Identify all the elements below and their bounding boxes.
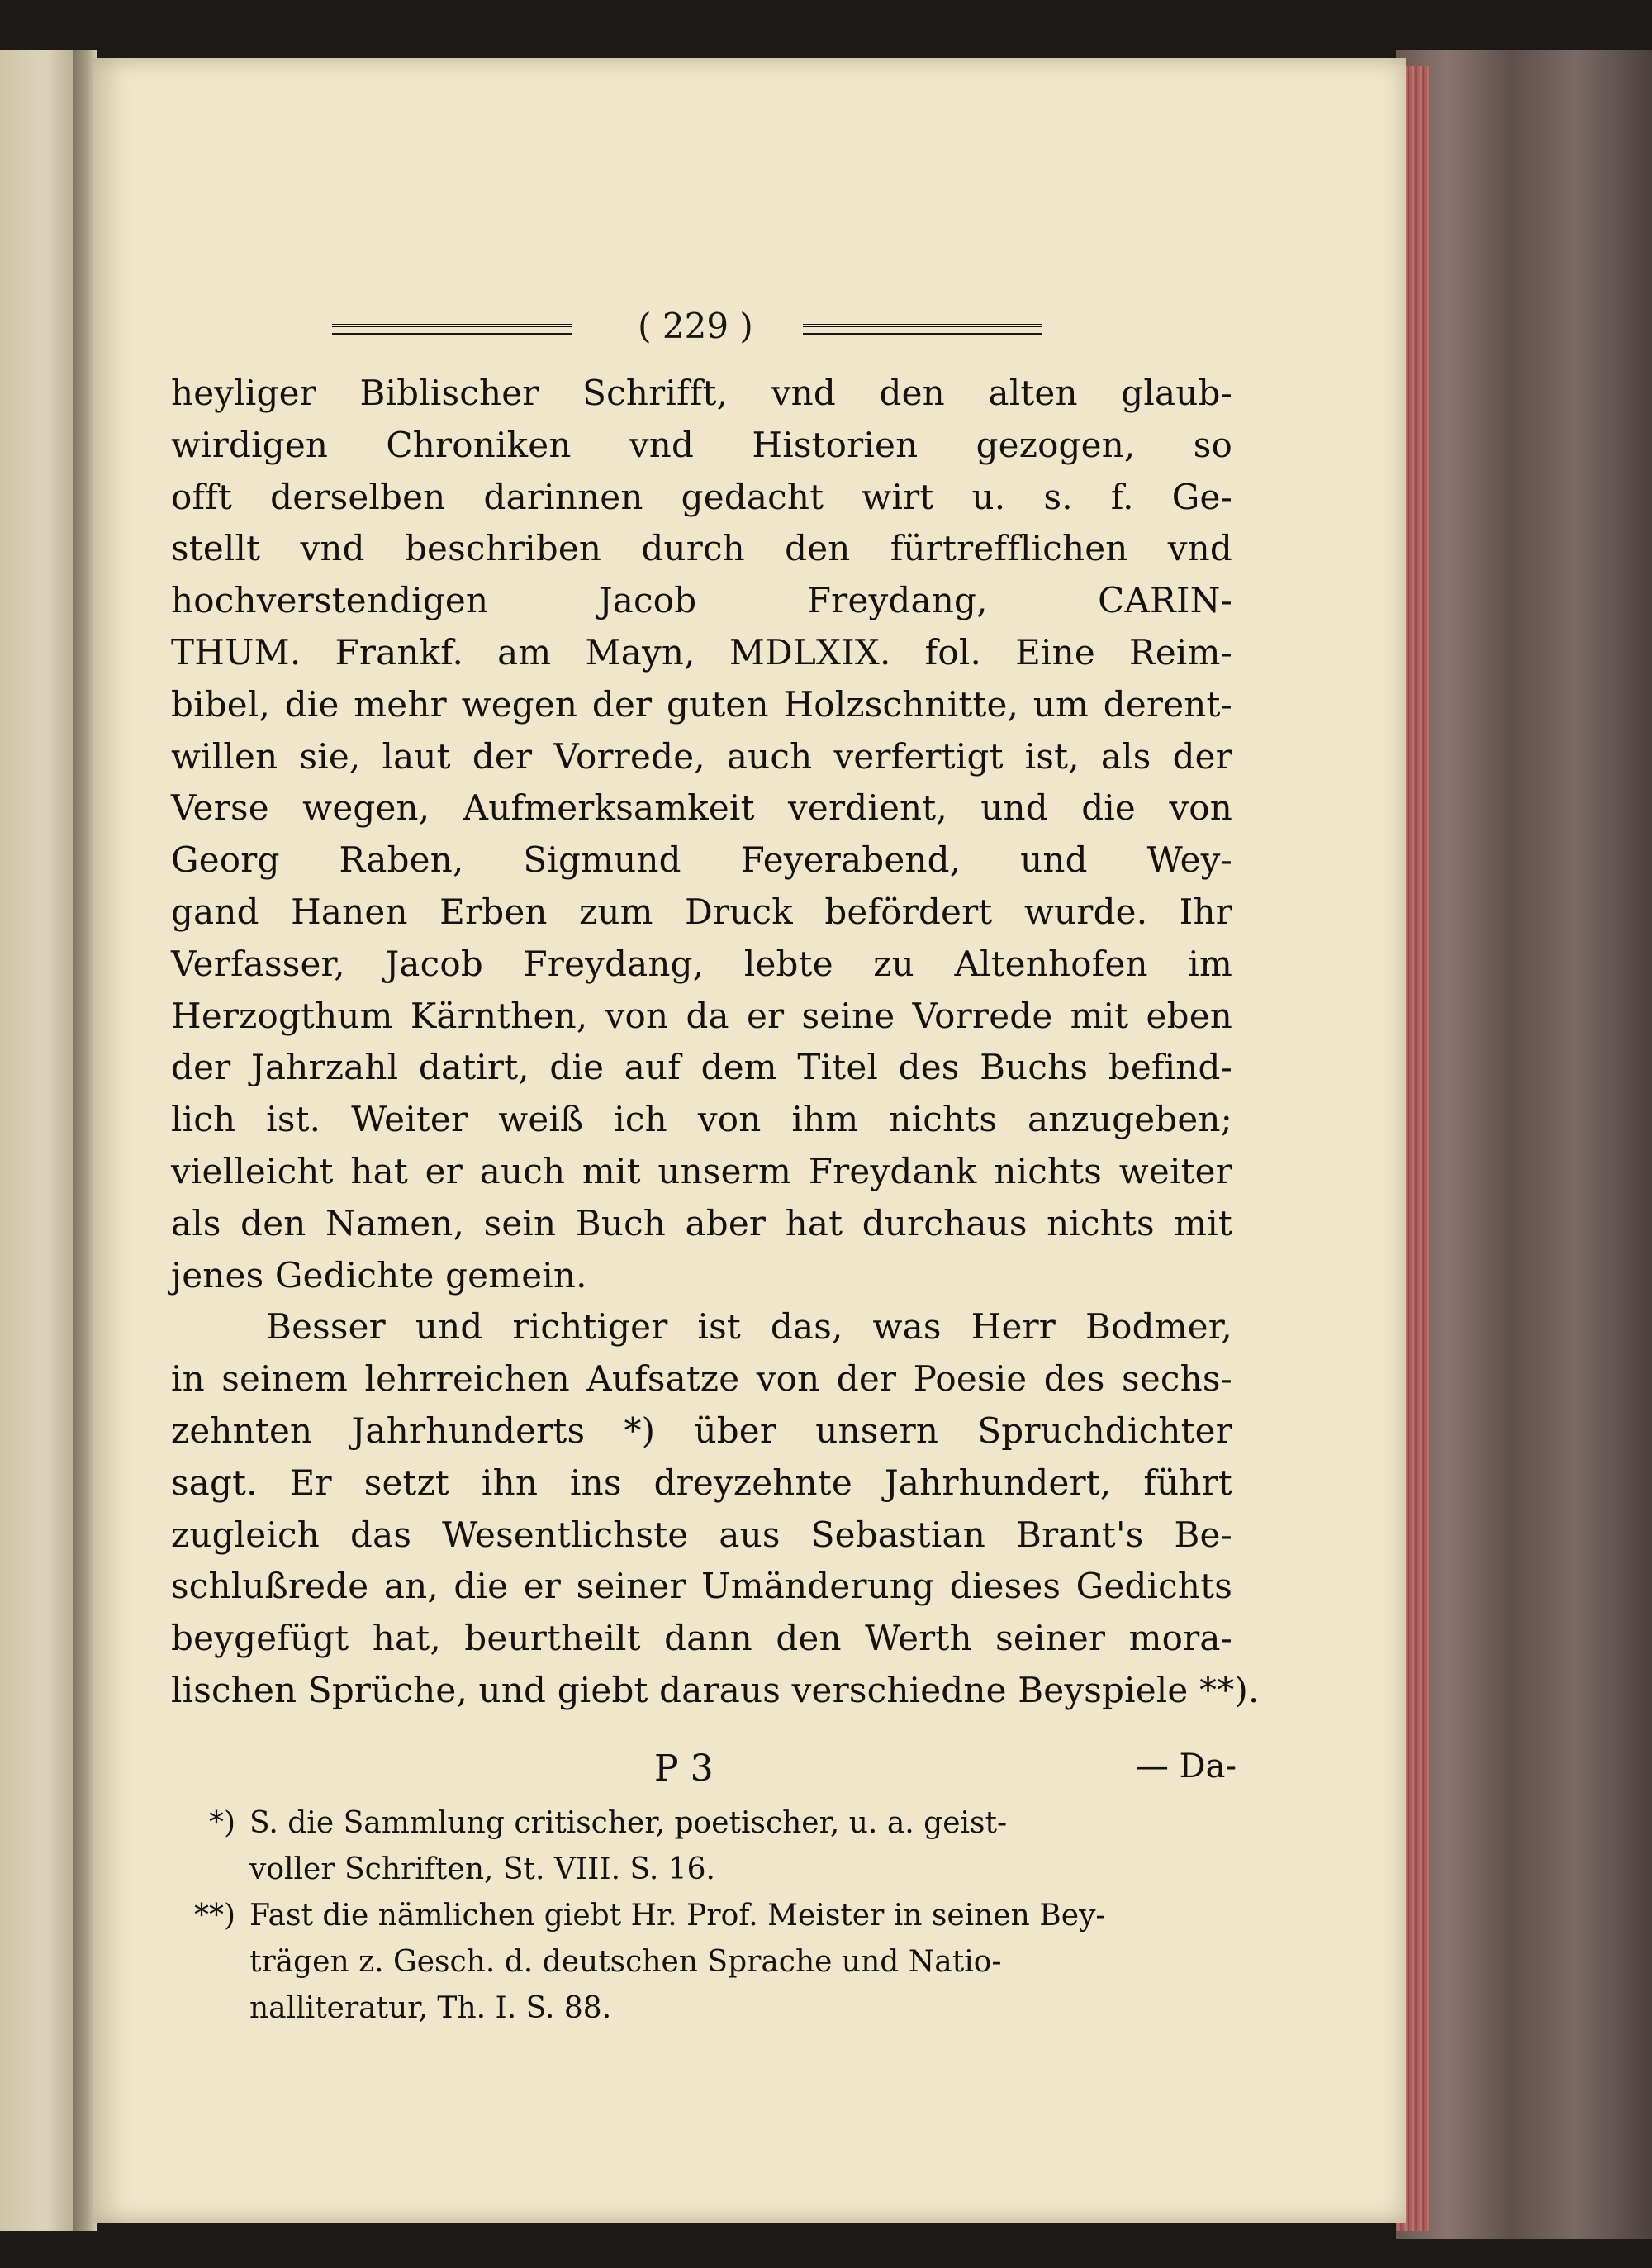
footnote-line bbox=[171, 1847, 1245, 1894]
text-line: bibel, die mehr wegen der guten Holzschnitte, um derent- bbox=[171, 683, 1232, 725]
book-cover bbox=[1396, 50, 1652, 2239]
footnote-line bbox=[171, 1940, 1245, 1986]
text-line: Georg Raben, Sigmund Feyerabend, und Wey- bbox=[171, 839, 1232, 881]
footnote-line bbox=[171, 1801, 1245, 1847]
text-line: beygefügt hat, beurtheilt dann den Werth seiner mora- bbox=[171, 1618, 1232, 1659]
page-header bbox=[93, 306, 1406, 355]
text-line: offt derselben darinnen gedacht wirt u. s. f. Ge- bbox=[171, 476, 1232, 517]
text-line: in seinem lehrreichen Aufsatze von der Poesie des sechs- bbox=[171, 1358, 1232, 1400]
footnote-text: Fast die nämlichen giebt Hr. Prof. Meister in seinen Bey- bbox=[249, 1899, 1106, 1933]
body-text bbox=[171, 368, 1260, 1717]
text-line: sagt. Er setzt ihn ins dreyzehnte Jahrhundert, führt bbox=[171, 1462, 1232, 1503]
footnote-text: nalliteratur, Th. I. S. 88. bbox=[249, 1991, 612, 2025]
page-footer bbox=[93, 1747, 1406, 1797]
text-line: stellt vnd beschriben durch den fürtrefflichen vnd bbox=[171, 528, 1232, 569]
footnote-line bbox=[171, 1986, 1245, 2033]
text-line: gand Hanen Erben zum Druck befördert wurde. Ihr bbox=[171, 891, 1232, 932]
text-line: schlußrede an, die er seiner Umänderung dieses Gedichts bbox=[171, 1566, 1232, 1607]
text-line: lich ist. Weiter weiß ich von ihm nichts anzugeben; bbox=[171, 1099, 1232, 1140]
header-rule-right bbox=[803, 324, 1042, 335]
text-line: THUM. Frankf. am Mayn, MDLXIX. fol. Eine Reim- bbox=[171, 631, 1232, 673]
text-line: Verse wegen, Aufmerksamkeit verdient, und die von bbox=[171, 787, 1232, 829]
header-rule-left bbox=[332, 324, 572, 335]
page-number: ( 229 ) bbox=[638, 306, 753, 346]
text-line: heyliger Biblischer Schrifft, vnd den alten glaub- bbox=[171, 373, 1232, 413]
text-line: Besser und richtiger ist das, was Herr Bodmer, bbox=[266, 1306, 1232, 1348]
facing-page-edge bbox=[0, 50, 76, 2231]
footnote-mark: **) bbox=[193, 1899, 235, 1933]
book-page bbox=[93, 58, 1406, 2223]
text-line: vielleicht hat er auch mit unserm Freydank nichts weiter bbox=[171, 1150, 1232, 1191]
footnote-text: trägen z. Gesch. d. deutschen Sprache und Natio- bbox=[249, 1945, 1002, 1979]
footnote-text: voller Schriften, St. VIII. S. 16. bbox=[249, 1852, 715, 1886]
footnote-line bbox=[171, 1894, 1245, 1940]
text-line: lischen Sprüche, und giebt daraus verschiedne Beyspiele **). bbox=[171, 1669, 1260, 1710]
text-line: als den Namen, sein Buch aber hat durchaus nichts mit bbox=[171, 1202, 1232, 1243]
text-line: willen sie, laut der Vorrede, auch verfertigt ist, als der bbox=[171, 735, 1232, 777]
text-line: der Jahrzahl datirt, die auf dem Titel des Buchs befind- bbox=[171, 1047, 1232, 1088]
signature-mark: P 3 bbox=[654, 1747, 714, 1790]
text-line: zugleich das Wesentlichste aus Sebastian Brant's Be- bbox=[171, 1514, 1232, 1555]
text-line: jenes Gedichte gemein. bbox=[171, 1254, 587, 1296]
text-line: wirdigen Chroniken vnd Historien gezogen, so bbox=[171, 424, 1232, 465]
footnote-text: S. die Sammlung critischer, poetischer, u. a. geist- bbox=[249, 1806, 1008, 1840]
footnotes bbox=[171, 1801, 1245, 2033]
footnote-mark: *) bbox=[208, 1806, 235, 1840]
text-line: hochverstendigen Jacob Freydang, CARIN- bbox=[171, 580, 1232, 621]
text-line: Herzogthum Kärnthen, von da er seine Vorrede mit eben bbox=[171, 995, 1232, 1036]
text-line: Verfasser, Jacob Freydang, lebte zu Altenhofen im bbox=[171, 943, 1232, 984]
catchword: — Da- bbox=[1135, 1747, 1237, 1785]
text-line: zehnten Jahrhunderts *) über unsern Spruchdichter bbox=[171, 1410, 1232, 1451]
